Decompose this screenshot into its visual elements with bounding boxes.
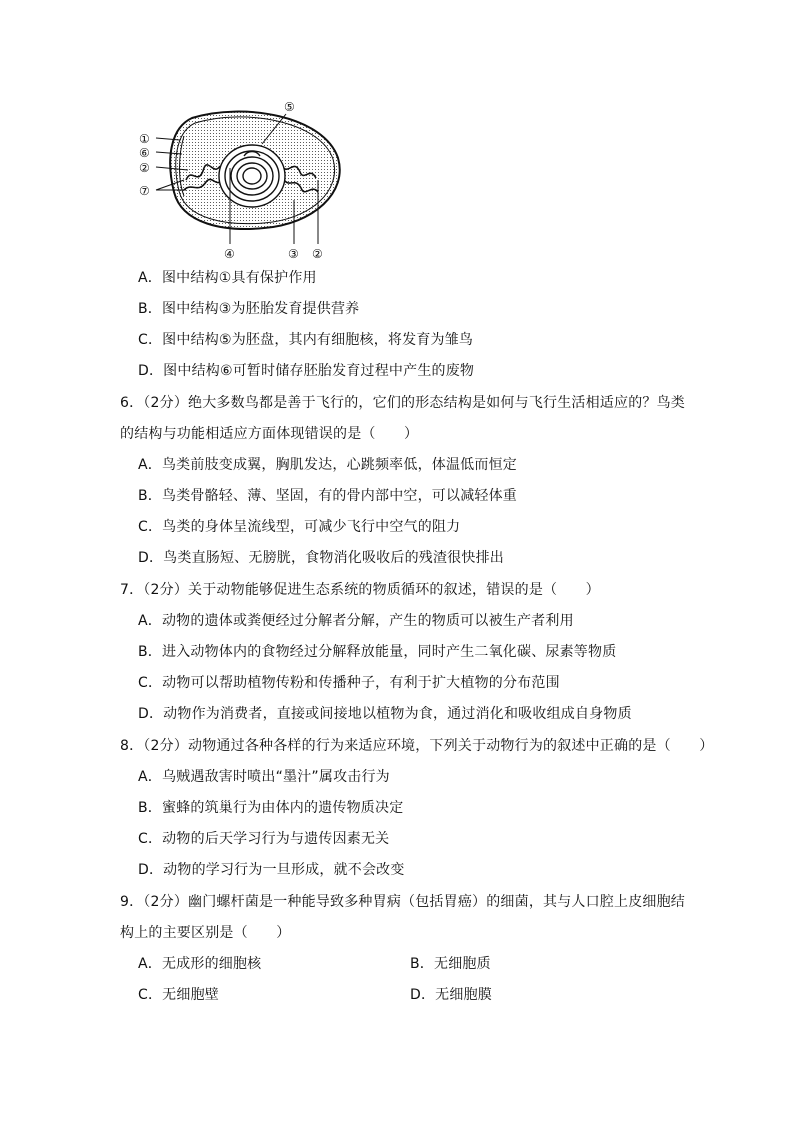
- q6-option-d: D．鸟类直肠短、无膀胱，食物消化吸收后的残渣很快排出: [138, 550, 504, 566]
- label-3: ③: [288, 247, 299, 261]
- q7-option-d: D．动物作为消费者，直接或间接地以植物为食，通过消化和吸收组成自身物质: [138, 706, 632, 722]
- q6-option-b: B．鸟类骨骼轻、薄、坚固，有的骨内部中空，可以减轻体重: [138, 488, 518, 504]
- label-2-left: ②: [139, 161, 150, 175]
- q8-stem: 8．（2分）动物通过各种各样的行为来适应环境，下列关于动物行为的叙述中正确的是（ ）: [120, 738, 714, 754]
- q9-stem-line2: 构上的主要区别是（ ）: [120, 925, 291, 941]
- q5-option-c: C．图中结构⑤为胚盘，其内有细胞核，将发育为雏鸟: [138, 332, 474, 348]
- label-2-right: ②: [312, 247, 323, 261]
- q7-stem: 7．（2分）关于动物能够促进生态系统的物质循环的叙述，错误的是（ ）: [120, 582, 600, 598]
- q6-stem-line1: 6．（2分）绝大多数鸟都是善于飞行的，它们的形态结构是如何与飞行生活相适应的？鸟类: [120, 395, 686, 411]
- q8-option-a: A．乌贼遇敌害时喷出“墨汁”属攻击行为: [138, 769, 390, 785]
- egg-structure-diagram: [134, 96, 364, 264]
- q8-option-c: C．动物的后天学习行为与遗传因素无关: [138, 831, 390, 847]
- q5-option-a: A．图中结构①具有保护作用: [138, 270, 317, 286]
- q8-option-b: B．蜜蜂的筑巢行为由体内的遗传物质决定: [138, 800, 404, 816]
- label-1: ①: [139, 132, 150, 146]
- label-6: ⑥: [139, 146, 150, 160]
- q5-option-d: D．图中结构⑥可暂时储存胚胎发育过程中产生的废物: [138, 363, 475, 379]
- q6-option-a: A．鸟类前肢变成翼，胸肌发达，心跳频率低，体温低而恒定: [138, 457, 517, 473]
- q6-option-c: C．鸟类的身体呈流线型，可减少飞行中空气的阻力: [138, 519, 461, 535]
- q9-option-c: C．无细胞壁: [138, 987, 219, 1003]
- q7-option-c: C．动物可以帮助植物传粉和传播种子，有利于扩大植物的分布范围: [138, 675, 560, 691]
- q9-option-b: B．无细胞质: [410, 956, 491, 972]
- label-4: ④: [224, 247, 235, 261]
- q5-option-b: B．图中结构③为胚胎发育提供营养: [138, 301, 360, 317]
- q7-option-b: B．进入动物体内的食物经过分解释放能量，同时产生二氧化碳、尿素等物质: [138, 644, 617, 660]
- q6-stem-line2: 的结构与功能相适应方面体现错误的是（ ）: [120, 426, 419, 442]
- q9-stem-line1: 9．（2分）幽门螺杆菌是一种能导致多种胃病（包括胃癌）的细菌，其与人口腔上皮细胞结: [120, 894, 686, 910]
- q8-option-d: D．动物的学习行为一旦形成，就不会改变: [138, 862, 405, 878]
- label-5: ⑤: [284, 100, 295, 114]
- q7-option-a: A．动物的遗体或粪便经过分解者分解，产生的物质可以被生产者利用: [138, 613, 574, 629]
- q9-option-a: A．无成形的细胞核: [138, 956, 262, 972]
- label-7: ⑦: [139, 184, 150, 198]
- q9-option-d: D．无细胞膜: [410, 987, 492, 1003]
